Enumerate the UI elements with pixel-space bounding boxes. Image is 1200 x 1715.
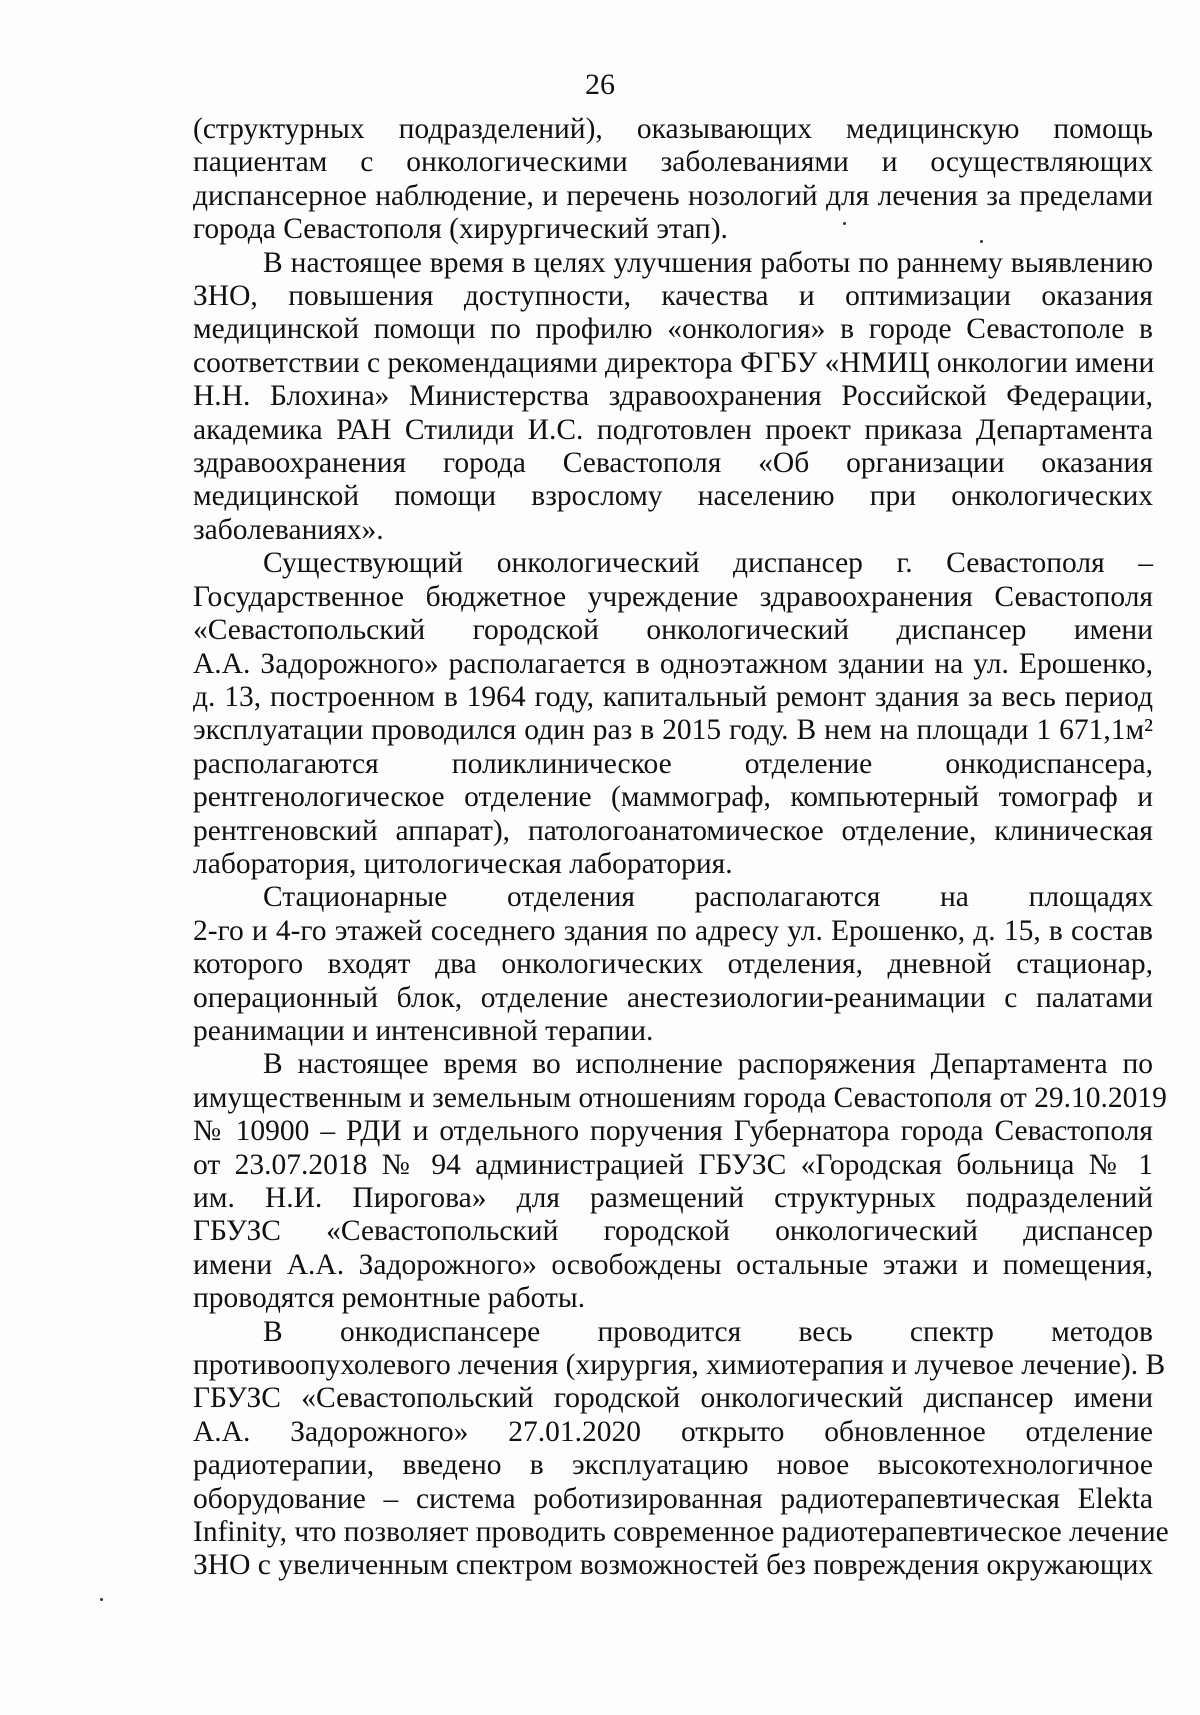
text-line: ЗНО с увеличенным спектром возможностей без повреждения окружающих [193, 1549, 1154, 1582]
text-line: имущественным и земельным отношениям города Севастополя от 29.10.2019 [193, 1081, 1167, 1114]
text-line: В настоящее время в целях улучшения работы по раннему выявлению [263, 246, 1153, 279]
page-number: 26 [585, 68, 615, 101]
text-line: реанимации и интенсивной терапии. [193, 1014, 654, 1047]
text-line: рентгеновский аппарат), патологоанатомическое отделение, клиническая [193, 814, 1153, 847]
text-line: от 23.07.2018 № 94 администрацией ГБУЗС «Городская больница № 1 [193, 1148, 1153, 1181]
text-line: эксплуатации проводился один раз в 2015 году. В нем на площади 1 671,1м² [193, 714, 1153, 747]
text-line: пациентам с онкологическими заболеваниями и осуществляющих [193, 146, 1153, 179]
text-line: лаборатория, цитологическая лаборатория. [193, 847, 733, 880]
text-line: заболеваниях». [193, 513, 384, 546]
text-line: радиотерапии, введено в эксплуатацию новое высокотехнологичное [193, 1449, 1153, 1482]
text-line: д. 13, построенном в 1964 году, капитальный ремонт здания за весь период [193, 680, 1153, 713]
scan-speck [100, 1598, 103, 1601]
text-line: ГБУЗС «Севастопольский городской онкологический диспансер имени [193, 1382, 1153, 1415]
text-line: В настоящее время во исполнение распоряжения Департамента по [263, 1048, 1153, 1081]
document-body [193, 113, 1169, 1583]
text-line: проводятся ремонтные работы. [193, 1282, 586, 1315]
text-line: здравоохранения города Севастополя «Об организации оказания [193, 447, 1153, 480]
text-line: ГБУЗС «Севастопольский городской онкологический диспансер [193, 1215, 1153, 1248]
text-line: города Севастополя (хирургический этап). [193, 213, 728, 246]
paragraph [193, 1048, 1167, 1315]
paragraph [193, 881, 1153, 1048]
text-line: рентгенологическое отделение (маммограф, компьютерный томограф и [193, 781, 1153, 814]
text-line: «Севастопольский городской онкологический диспансер имени [193, 614, 1153, 647]
text-line: А.А. Задорожного» располагается в одноэтажном здании на ул. Ерошенко, [193, 647, 1153, 680]
text-line: А.А. Задорожного» 27.01.2020 открыто обновленное отделение [193, 1415, 1153, 1448]
paragraph [193, 113, 1153, 247]
text-line: В онкодиспансере проводится весь спектр методов [263, 1315, 1153, 1348]
text-line: Н.Н. Блохина» Министерства здравоохранения Российской Федерации, [193, 380, 1153, 413]
text-line: Стационарные отделения располагаются на площадях [263, 881, 1153, 914]
text-line: № 10900 – РДИ и отдельного поручения Губернатора города Севастополя [193, 1115, 1153, 1148]
text-line: которого входят два онкологических отделения, дневной стационар, [193, 948, 1153, 981]
text-line: диспансерное наблюдение, и перечень нозологий для лечения за пределами [193, 179, 1153, 212]
text-line: оборудование – система роботизированная радиотерапевтическая Elekta [193, 1482, 1153, 1515]
text-line: Существующий онкологический диспансер г. Севастополя – [263, 547, 1153, 580]
text-line: соответствии с рекомендациями директора ФГБУ «НМИЦ онкологии имени [193, 346, 1155, 379]
text-line: (структурных подразделений), оказывающих медицинскую помощь [193, 113, 1153, 145]
text-line: академика РАН Стилиди И.С. подготовлен проект приказа Департамента [193, 413, 1153, 446]
text-line: медицинской помощи по профилю «онкология» в городе Севастополе в [193, 313, 1153, 346]
text-line: имени А.А. Задорожного» освобождены остальные этажи и помещения, [193, 1248, 1153, 1281]
text-line: 2-го и 4-го этажей соседнего здания по адресу ул. Ерошенко, д. 15, в состав [193, 914, 1153, 947]
paragraph [193, 247, 1153, 548]
text-line: располагаются поликлиническое отделение онкодиспансера, [193, 747, 1153, 780]
scan-speck [980, 240, 983, 243]
text-line: ЗНО, повышения доступности, качества и оптимизации оказания [193, 280, 1153, 313]
text-line: противоопухолевого лечения (хирургия, химиотерапия и лучевое лечение). В [193, 1349, 1166, 1382]
paragraph [193, 1315, 1169, 1583]
text-line: операционный блок, отделение анестезиологии-реанимации с палатами [193, 981, 1153, 1014]
scan-speck [843, 222, 846, 225]
text-line: медицинской помощи взрослому населению при онкологических [193, 480, 1153, 513]
text-line: им. Н.И. Пирогова» для размещений структурных подразделений [193, 1182, 1153, 1214]
text-line: Infinity, что позволяет проводить современное радиотерапевтическое лечение [193, 1516, 1169, 1549]
text-line: Государственное бюджетное учреждение здравоохранения Севастополя [193, 580, 1153, 613]
paragraph [193, 547, 1153, 881]
